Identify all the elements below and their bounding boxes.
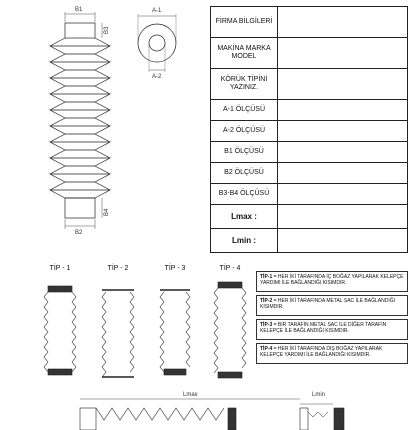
label-lmin: Lmin <box>312 392 326 398</box>
label-b4: B4 <box>104 208 110 216</box>
form-value-input[interactable] <box>278 7 408 38</box>
form-label: Lmax : <box>211 205 278 229</box>
type-bellows-4 <box>214 282 246 378</box>
form-label: A-2 ÖLÇÜSÜ <box>211 121 278 142</box>
horizontal-bellows <box>80 399 344 430</box>
form-value-input[interactable] <box>278 121 408 142</box>
type-bellows-3 <box>160 290 190 375</box>
form-label: FİRMA BİLGİLERİ <box>211 7 278 38</box>
form-value-input[interactable] <box>278 184 408 205</box>
type-description-4 <box>256 343 408 364</box>
form-value-input[interactable] <box>278 69 408 100</box>
type-text: = HER İKİ TARAFINDA DIŞ BOĞAZ YAPILARAK KELEPÇE YARDIMI İLE BAĞLANDIĞI KISIMDIR. <box>260 346 383 358</box>
type-label-1: TİP - 1 <box>49 265 71 272</box>
type-descriptions <box>256 271 408 367</box>
type-label-4: TİP - 4 <box>219 265 241 272</box>
type-description-2 <box>256 295 408 316</box>
form-label: Lmin : <box>211 229 278 253</box>
type-label-2: TİP - 2 <box>107 265 129 272</box>
form-value-input[interactable] <box>278 163 408 184</box>
form-value-input[interactable] <box>278 142 408 163</box>
type-label-3: TİP - 3 <box>164 265 186 272</box>
label-b2: B2 <box>75 230 83 236</box>
type-key: TİP-2 <box>260 298 273 304</box>
type-key: TİP-1 <box>260 274 273 280</box>
label-lmax: Lmax <box>183 392 198 398</box>
type-text: = HER İKİ TARAFINDA İÇ BOĞAZ YAPILARAK KELEPÇE YARDIMI İLE BAĞLANDIĞI KISIMDIR. <box>260 274 404 286</box>
form-label: B3-B4 ÖLÇÜSÜ <box>211 184 278 205</box>
form-value-input[interactable] <box>278 100 408 121</box>
ring-view <box>138 14 176 72</box>
main-bellows <box>50 12 110 229</box>
type-text: = HER İKİ TARAFINDA METAL SAC İLE BAĞLANDIĞI KISIMDIR. <box>260 298 395 310</box>
form-label: MAKİNA MARKA MODEL <box>211 38 278 69</box>
form-label: KÖRÜK TİPİNİ YAZINIZ. <box>211 69 278 100</box>
type-description-3 <box>256 319 408 340</box>
form-label: B1 ÖLÇÜSÜ <box>211 142 278 163</box>
type-description-1 <box>256 271 408 292</box>
form-label: A-1 ÖLÇÜSÜ <box>211 100 278 121</box>
form-value-input[interactable] <box>278 229 408 253</box>
type-bellows-2 <box>102 290 134 377</box>
type-text: = BİR TARAFIN METAL SAC İLE DİĞER TARAFIN KELEPÇE İLE BAĞLANDIĞI KISIMDIR. <box>260 322 387 334</box>
label-a1: A-1 <box>152 8 162 14</box>
form-value-input[interactable] <box>278 205 408 229</box>
type-key: TİP-3 <box>260 322 273 328</box>
form-value-input[interactable] <box>278 38 408 69</box>
type-key: TİP-4 <box>260 346 273 352</box>
form-label: B2 ÖLÇÜSÜ <box>211 163 278 184</box>
type-bellows-1 <box>44 286 76 375</box>
order-form <box>210 6 408 253</box>
label-b1: B1 <box>75 7 83 13</box>
label-b3: B3 <box>104 26 110 34</box>
label-a2: A-2 <box>152 74 162 80</box>
